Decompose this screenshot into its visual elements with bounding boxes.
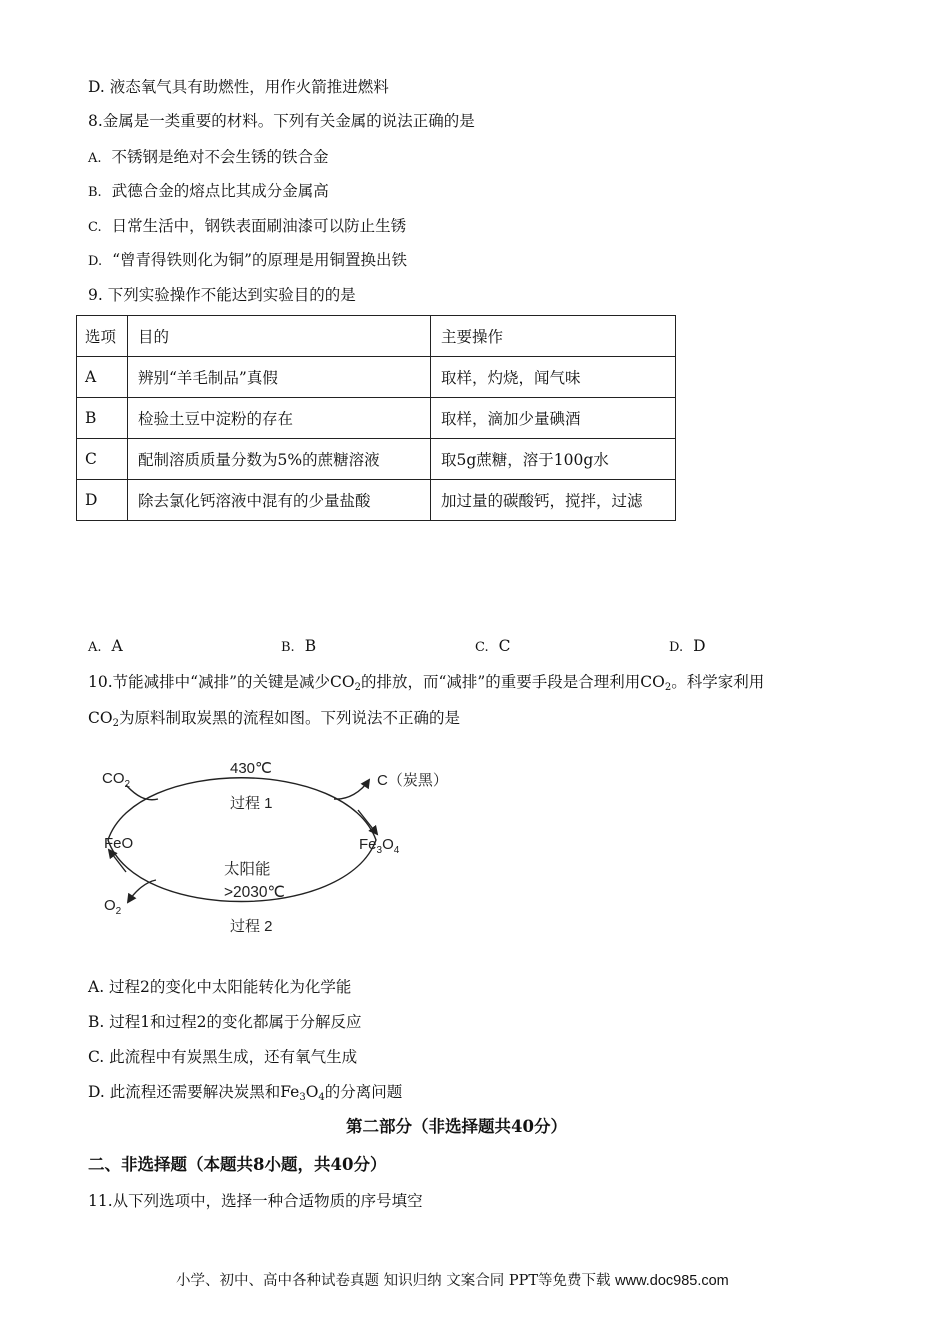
- table-header-cell: 选项: [77, 316, 128, 357]
- temp-2030-label: >2030℃: [224, 884, 285, 901]
- question-10-option-d: D. 此流程还需要解决炭黑和$Fe_3O_4$的分离问题: [88, 1083, 403, 1103]
- option-label: A.: [88, 640, 102, 655]
- question-9-stem: 9. 下列实验操作不能达到实验目的的是: [88, 286, 356, 304]
- table-cell: 加过量的碳酸钙，搅拌，过滤: [431, 480, 676, 521]
- table-cell: A: [77, 357, 128, 398]
- question-10-option-a: A. 过程2的变化中太阳能转化为化学能: [88, 978, 352, 996]
- table-cell: C: [77, 439, 128, 480]
- table-cell: 除去氯化钙溶液中混有的少量盐酸: [128, 480, 431, 521]
- table-header-cell: 目的: [128, 316, 431, 357]
- question-8-option-b: [88, 181, 329, 203]
- table-cell: D: [77, 480, 128, 521]
- table-cell: 配制溶质质量分数为5%的蔗糖溶液: [128, 439, 431, 480]
- process-2-label: 过程 2: [230, 918, 273, 935]
- question-8-option-c: [88, 216, 406, 238]
- table-cell: 取样，灼烧，闻气味: [431, 357, 676, 398]
- o2-label: $O_2$: [104, 897, 122, 917]
- question-10-stem-line-2: $CO_2$为原料制取炭黑的流程如图。下列说法不正确的是: [88, 709, 460, 729]
- option-label: A.: [88, 151, 102, 166]
- option-label: C.: [475, 640, 489, 655]
- carbon-black-label: C（炭黑）: [377, 772, 448, 789]
- table-cell: 取5g蔗糖，溶于100g水: [431, 439, 676, 480]
- option-text: B: [304, 637, 317, 655]
- table-row: [77, 480, 676, 521]
- option-label: C.: [88, 220, 102, 235]
- carbon-outlet-arrow: [334, 780, 369, 799]
- solar-energy-label: 太阳能: [224, 861, 271, 878]
- co2-inlet-arrow: [126, 785, 158, 800]
- question-8-stem: 8.金属是一类重要的材料。下列有关金属的说法正确的是: [88, 112, 475, 130]
- question-9-answer-a: [88, 636, 123, 658]
- question-8-option-a: [88, 147, 329, 169]
- part-2-title: 第二部分（非选择题共40分）: [346, 1117, 567, 1136]
- option-text: 不锈钢是绝对不会生锈的铁合金: [111, 148, 329, 166]
- feo-label: FeO: [104, 835, 134, 852]
- table-row: [77, 357, 676, 398]
- question-7-option-d: D. 液态氧气具有助燃性，用作火箭推进燃料: [88, 78, 389, 96]
- temp-430-label: 430℃: [230, 760, 272, 777]
- feo-to-fe3o4-arrowhead: [358, 810, 377, 834]
- table-row: [77, 398, 676, 439]
- option-label: D.: [88, 254, 103, 269]
- option-label: D.: [669, 640, 684, 655]
- question-8-option-d: [88, 250, 407, 272]
- table-cell: 辨别“羊毛制品”真假: [128, 357, 431, 398]
- question-10-stem-line-1: 10.节能减排中“减排”的关键是减少$CO_2$的排放，而“减排”的重要手段是合理利用$CO_2$。科学家利用: [88, 673, 765, 693]
- option-text: “曾青得铁则化为铜”的原理是用铜置换出铁: [112, 251, 407, 269]
- table-header-row: [77, 316, 676, 357]
- question-9-answer-d: [669, 636, 706, 658]
- carbon-black-flow-diagram: [96, 752, 476, 942]
- question-9-table: [76, 315, 676, 521]
- footer-url[interactable]: www.doc985.com: [615, 1273, 729, 1289]
- question-10-option-c: C. 此流程中有炭黑生成，还有氧气生成: [88, 1048, 358, 1066]
- fe3o4-to-feo-arrowhead: [109, 850, 126, 872]
- option-label: B.: [88, 185, 102, 200]
- option-text: C: [498, 637, 511, 655]
- option-text: A: [111, 637, 123, 655]
- section-2-title: 二、非选择题（本题共8小题，共40分）: [88, 1155, 387, 1174]
- process-1-label: 过程 1: [230, 795, 273, 812]
- table-cell: 检验土豆中淀粉的存在: [128, 398, 431, 439]
- option-text: 日常生活中，钢铁表面刷油漆可以防止生锈: [111, 217, 407, 235]
- table-cell: B: [77, 398, 128, 439]
- option-label: B.: [281, 640, 295, 655]
- question-11-stem: 11.从下列选项中，选择一种合适物质的序号填空: [88, 1192, 423, 1210]
- question-10-option-b: B. 过程1和过程2的变化都属于分解反应: [88, 1013, 362, 1031]
- table-cell: 取样，滴加少量碘酒: [431, 398, 676, 439]
- fe3o4-label: $Fe_3O_4$: [359, 836, 400, 856]
- co2-label: $CO_2$: [102, 770, 131, 790]
- table-row: [77, 439, 676, 480]
- option-text: 武德合金的熔点比其成分金属高: [111, 182, 329, 200]
- footer-text: 小学、初中、高中各种试卷真题 知识归纳 文案合同 PPT等免费下载: [176, 1273, 616, 1289]
- question-9-answer-c: [475, 636, 511, 658]
- option-text: D: [693, 637, 706, 655]
- page-footer: [176, 1269, 729, 1290]
- table-header-cell: 主要操作: [431, 316, 676, 357]
- question-9-answer-b: [281, 636, 316, 658]
